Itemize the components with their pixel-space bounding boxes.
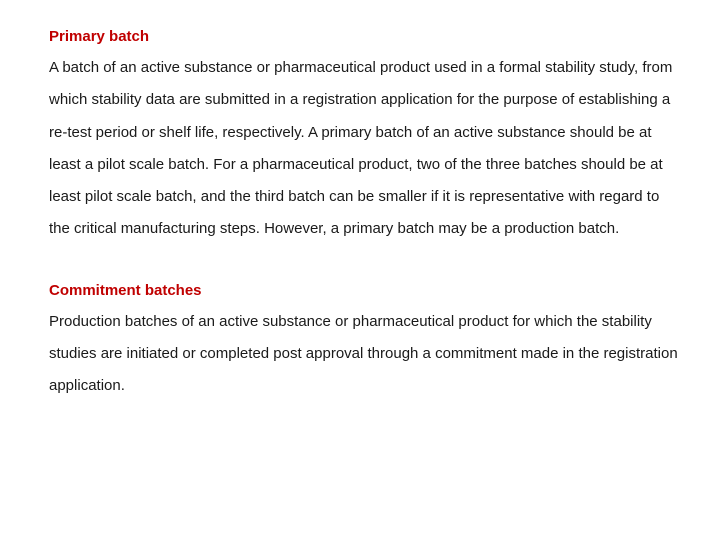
primary-batch-heading: Primary batch (49, 28, 150, 45)
slide-content (49, 26, 679, 403)
primary-batch-section (49, 26, 679, 246)
commitment-batches-heading: Commitment batches (49, 281, 202, 299)
commitment-batches-definition: Production batches of an active substance or pharmaceutical product for which the stability studies are initiated or completed post approval through a commitment made in the registration application. (49, 312, 678, 395)
primary-batch-definition: A batch of an active substance or pharmaceutical product used in a formal stability study, from which stability data are submitted in a registration application for the purpose of establishing a re-test period or shelf life, respectively. A primary batch of an active substance should be at least a pilot scale batch. For a pharmaceutical product, two of the three batches should be at least pilot scale batch, and the third batch can be smaller if it is representative with regard to the critical manufacturing steps. However, a primary batch may be a production batch. (49, 59, 673, 238)
commitment-batches-section (49, 280, 679, 403)
